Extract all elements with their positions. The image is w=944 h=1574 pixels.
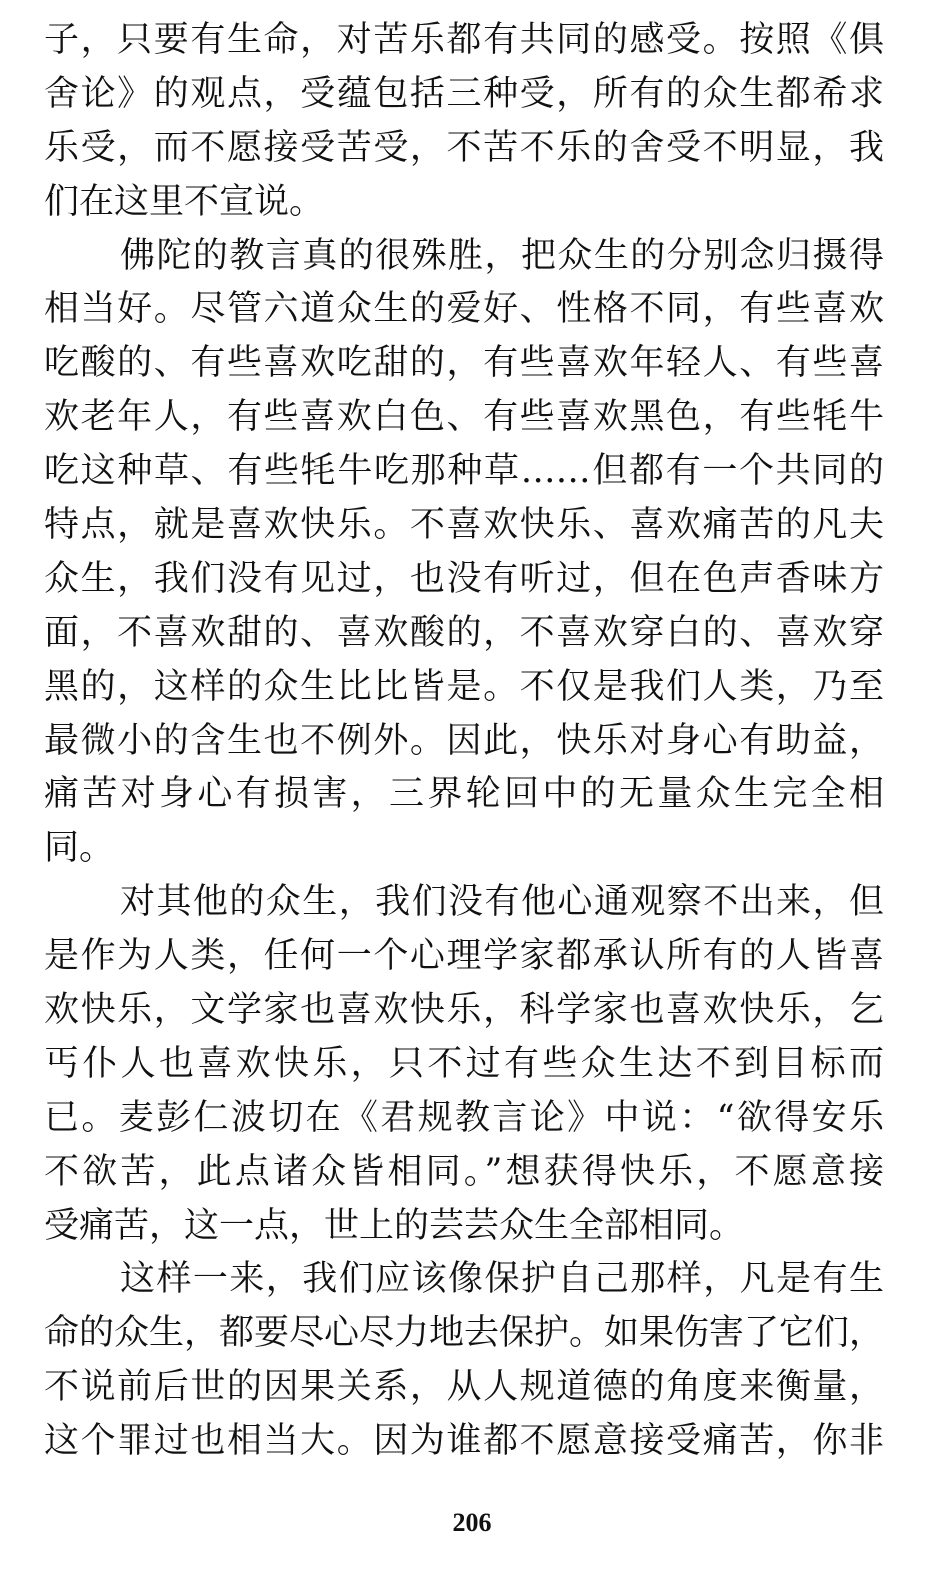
text-line: 相当好。尽管六道众生的爱好、性格不同，有些喜欢 bbox=[44, 289, 884, 330]
text-line: 不说前后世的因果关系，从人规道德的角度来衡量， bbox=[44, 1367, 884, 1408]
text-line: 吃这种草、有些牦牛吃那种草……但都有一个共同的 bbox=[44, 451, 884, 492]
paragraph bbox=[44, 14, 884, 230]
text-line: 痛苦对身心有损害，三界轮回中的无量众生完全相 bbox=[44, 774, 884, 815]
text-line: 佛陀的教言真的很殊胜，把众生的分别念归摄得 bbox=[120, 235, 884, 276]
text-line: 特点，就是喜欢快乐。不喜欢快乐、喜欢痛苦的凡夫 bbox=[44, 505, 884, 546]
paragraph bbox=[44, 876, 884, 1253]
text-line: 已。麦彭仁波切在《君规教言论》中说：“欲得安乐 bbox=[44, 1097, 884, 1138]
text-line: 这个罪过也相当大。因为谁都不愿意接受痛苦，你非 bbox=[44, 1421, 884, 1462]
text-line: 吃酸的、有些喜欢吃甜的，有些喜欢年轻人、有些喜 bbox=[44, 343, 884, 384]
paragraph bbox=[44, 1253, 884, 1469]
text-line: 最微小的含生也不例外。因此，快乐对身心有助益， bbox=[44, 720, 884, 761]
text-line: 舍论》的观点，受蕴包括三种受，所有的众生都希求 bbox=[44, 73, 884, 114]
text-line: 同。 bbox=[44, 828, 115, 869]
text-line: 黑的，这样的众生比比皆是。不仅是我们人类，乃至 bbox=[44, 666, 884, 707]
body-text bbox=[44, 14, 884, 1469]
text-line: 受痛苦，这一点，世上的芸芸众生全部相同。 bbox=[44, 1205, 745, 1246]
text-line: 丐仆人也喜欢快乐，只不过有些众生达不到目标而 bbox=[44, 1043, 884, 1084]
text-line: 是作为人类，任何一个心理学家都承认所有的人皆喜 bbox=[44, 936, 884, 977]
text-line: 命的众生，都要尽心尽力地去保护。如果伤害了它们， bbox=[44, 1313, 884, 1354]
text-line: 欢老年人，有些喜欢白色、有些喜欢黑色，有些牦牛 bbox=[44, 397, 884, 438]
text-line: 欢快乐，文学家也喜欢快乐，科学家也喜欢快乐，乞 bbox=[44, 990, 884, 1031]
paragraph bbox=[44, 230, 884, 877]
text-line: 这样一来，我们应该像保护自己那样，凡是有生 bbox=[120, 1259, 884, 1300]
text-line: 不欲苦，此点诸众皆相同。”想获得快乐，不愿意接 bbox=[44, 1151, 884, 1192]
text-line: 面，不喜欢甜的、喜欢酸的，不喜欢穿白的、喜欢穿 bbox=[44, 612, 884, 653]
page-number: 206 bbox=[452, 1508, 492, 1537]
text-line: 乐受，而不愿接受苦受，不苦不乐的舍受不明显，我 bbox=[44, 127, 884, 168]
text-line: 对其他的众生，我们没有他心通观察不出来，但 bbox=[120, 882, 884, 923]
text-line: 子，只要有生命，对苦乐都有共同的感受。按照《俱 bbox=[44, 20, 884, 60]
text-line: 们在这里不宣说。 bbox=[44, 181, 325, 222]
text-line: 众生，我们没有见过，也没有听过，但在色声香味方 bbox=[44, 558, 884, 599]
